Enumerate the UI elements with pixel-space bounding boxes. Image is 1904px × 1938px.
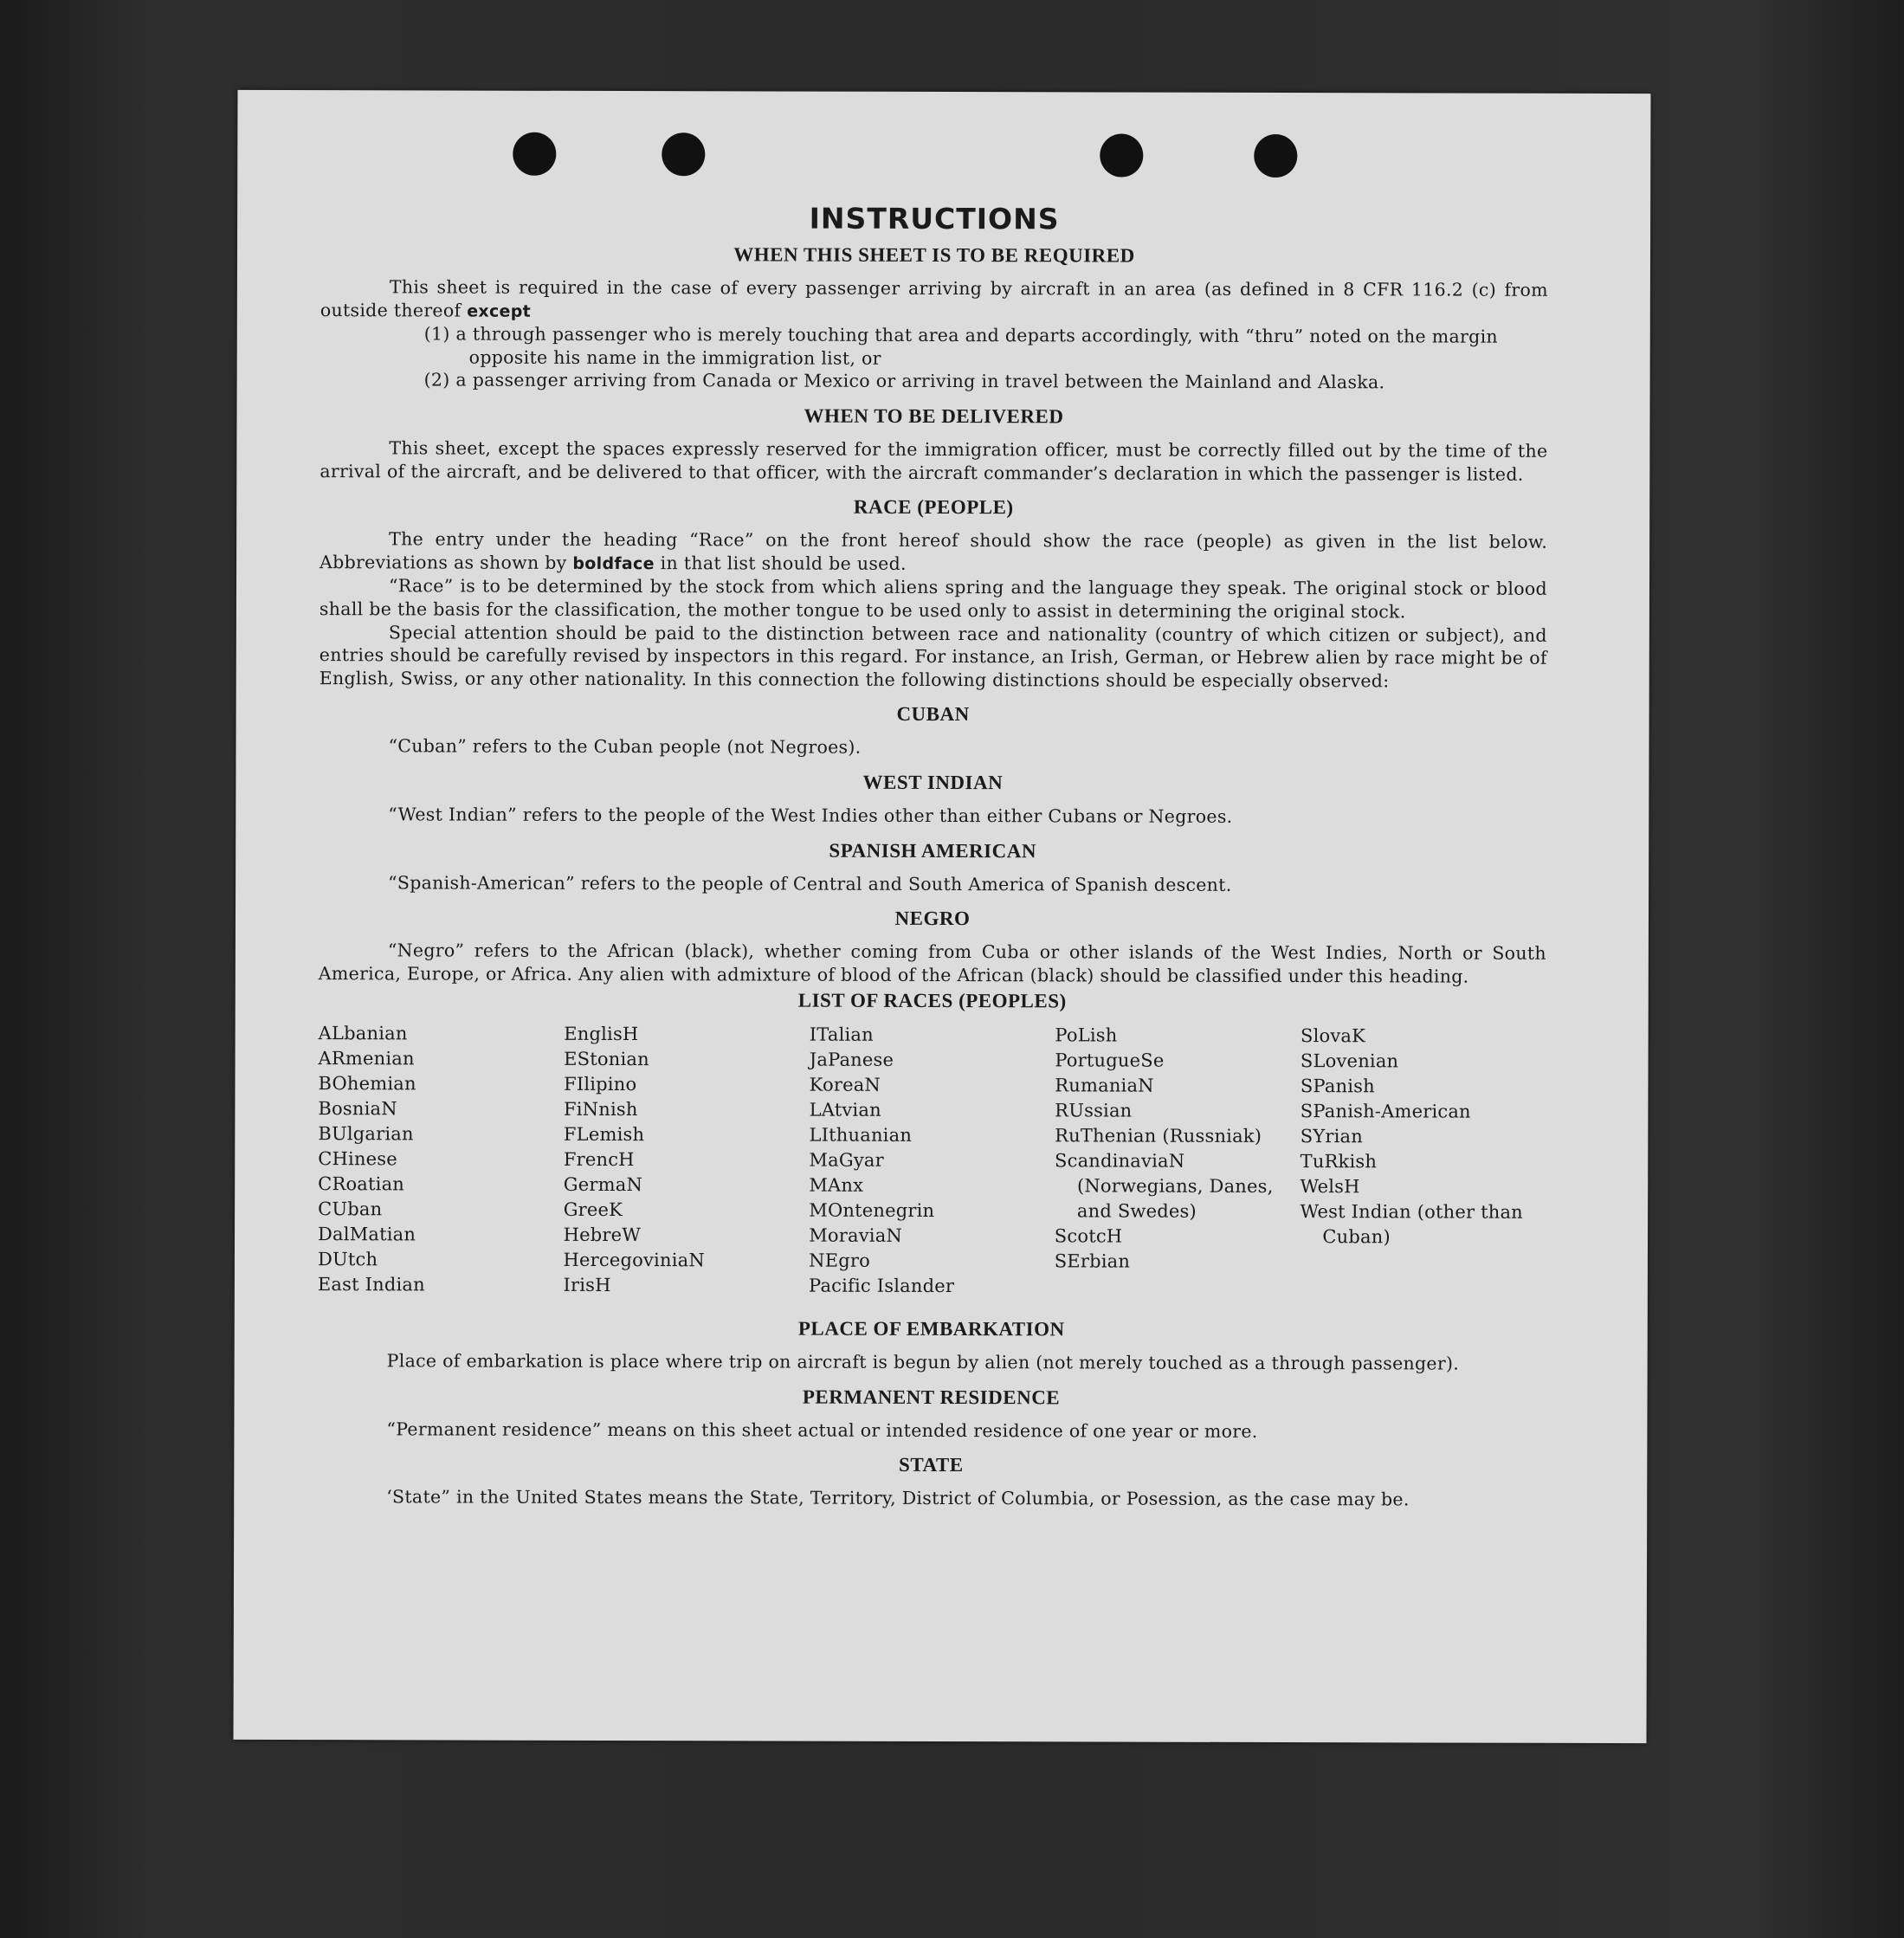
race-entry: SLovenian [1300, 1050, 1399, 1072]
race-entry: BOhemian [318, 1073, 416, 1095]
section-heading: CUBAN [896, 703, 970, 726]
paragraph: “Negro” refers to the African (black), whether coming from Cuba or other islands of the West Indies, North or South America, Europe, or Africa. Any alien with admixture of blood of the African (black) should be classified under this heading. [318, 940, 1546, 987]
race-entry: EnglisH [564, 1024, 639, 1045]
paragraph: This sheet, except the spaces expressly reserved for the immigration officer, must be correctly filled out by the time of the arrival of the aircraft, and be delivered to that officer, with the aircraft commander’s declaration in which the passenger is listed. [319, 437, 1548, 485]
race-column [1300, 1024, 1546, 1301]
race-entry: DalMatian [318, 1224, 416, 1245]
race-entry: ALbanian [318, 1023, 408, 1044]
race-entry: BUlgarian [318, 1123, 414, 1145]
race-entry: LIthuanian [809, 1124, 913, 1147]
race-entry: WelsH [1300, 1176, 1360, 1198]
section-heading: WHEN TO BE DELIVERED [804, 404, 1064, 428]
sheet-content [317, 201, 1548, 1512]
race-entry: SYrian [1300, 1126, 1363, 1147]
section-heading: PLACE OF EMBARKATION [797, 1317, 1065, 1340]
race-entry: MoraviaN [809, 1224, 903, 1247]
race-entry: IrisH [563, 1275, 611, 1296]
punch-hole [662, 132, 705, 176]
race-entry: RUssian [1055, 1100, 1133, 1121]
race-entry: SPanish [1300, 1076, 1375, 1097]
race-entry: ScotcH [1054, 1225, 1123, 1247]
race-entry: ScandinaviaN (Norwegians, Danes, and Swedes) [1055, 1150, 1274, 1223]
race-column [318, 1021, 564, 1298]
race-entry: EStonian [564, 1049, 649, 1070]
race-column [1055, 1024, 1301, 1301]
race-entry: SlovaK [1300, 1025, 1366, 1047]
section-heading: LIST OF RACES (PEOPLES) [797, 989, 1067, 1012]
race-entry: NEgro [809, 1250, 871, 1272]
race-entry: JaPanese [809, 1049, 894, 1071]
instruction-sheet [234, 90, 1651, 1743]
section-heading: SPANISH AMERICAN [829, 839, 1036, 862]
paragraph: The entry under the heading “Race” on the front hereof should show the race (people) as given in the list below. Abbreviations as shown by boldface in that list should be used. [319, 528, 1548, 574]
race-entry: MOntenegrin [809, 1199, 935, 1222]
punch-hole [1100, 133, 1143, 177]
list-item: (1) a through passenger who is merely touching that area and departs accordingly, with “thru” noted on the margin opposite his name in the immigration list, or [423, 323, 1498, 369]
race-entry: PoLish [1055, 1024, 1118, 1046]
race-entry: CHinese [318, 1148, 397, 1170]
race-entry: CUban [318, 1198, 383, 1220]
section-heading: STATE [899, 1454, 964, 1476]
paragraph: “Permanent residence” means on this sheet actual or intended residence of one year or more. [386, 1418, 1258, 1442]
paragraph: “West Indian” refers to the people of the West Indies other than either Cubans or Negroes. [388, 804, 1233, 827]
race-column [809, 1023, 1055, 1300]
race-entry: PortugueSe [1055, 1050, 1165, 1071]
race-entry: SErbian [1054, 1250, 1131, 1272]
race-entry: ITalian [809, 1024, 874, 1046]
race-entry: SPanish-American [1300, 1101, 1471, 1122]
race-entry: RuThenian (Russniak) [1055, 1125, 1262, 1147]
punch-hole [513, 132, 556, 176]
race-entry: TuRkish [1300, 1151, 1378, 1172]
race-column [563, 1022, 809, 1299]
race-entry: BosniaN [318, 1098, 397, 1120]
race-entry: FrencH [563, 1149, 635, 1171]
paragraph: “Race” is to be determined by the stock from which aliens spring and the language they speak. The original stock or blood shall be the basis for the classification, the mother tongue to be used only to assist in determining the original stock. [319, 575, 1548, 623]
paragraph: Special attention should be paid to the distinction between race and nationality (country of which citizen or subject), and entries should be carefully revised by inspectors in this regard. For instance, an Irish, German, or Hebrew alien by race might be of English, Swiss, or any other nationality. In this connection the following distinctions should be especially observed: [319, 621, 1547, 692]
section-heading: RACE (PEOPLE) [853, 495, 1014, 519]
race-entry: East Indian [317, 1274, 425, 1295]
race-entry: MaGyar [809, 1149, 884, 1172]
page-title: INSTRUCTIONS [809, 201, 1060, 236]
race-entry: GermaN [563, 1174, 643, 1196]
race-entry: FIlipino [564, 1074, 637, 1095]
paragraph: “Spanish-American” refers to the people of Central and South America of Spanish descent. [388, 871, 1232, 895]
paragraph: ‘State” in the United States means the State, Territory, District of Columbia, or Posession, as the case may be. [386, 1486, 1410, 1510]
paragraph: Place of embarkation is place where trip on aircraft is begun by alien (not merely touched as a through passenger). [386, 1350, 1460, 1374]
race-entry: KoreaN [809, 1074, 881, 1096]
paragraph: “Cuban” refers to the Cuban people (not Negroes). [388, 735, 862, 759]
race-entry: Pacific Islander [809, 1275, 955, 1297]
section-heading: WHEN THIS SHEET IS TO BE REQUIRED [733, 243, 1135, 267]
race-entry: MAnx [809, 1174, 864, 1197]
race-list [318, 1021, 1546, 1301]
section-heading: NEGRO [894, 907, 971, 930]
race-entry: CRoatian [318, 1173, 405, 1195]
race-entry: HercegoviniaN [563, 1250, 705, 1271]
race-entry: LAtvian [809, 1099, 881, 1121]
section-heading: PERMANENT RESIDENCE [802, 1386, 1061, 1409]
race-entry: ARmenian [318, 1048, 415, 1069]
list-item: (2) a passenger arriving from Canada or Mexico or arriving in travel between the Mainland and Alaska. [423, 369, 1385, 393]
race-entry: DUtch [317, 1249, 378, 1270]
race-entry: FiNnish [563, 1099, 638, 1121]
race-entry: GreeK [563, 1199, 623, 1221]
section-heading: WEST INDIAN [862, 771, 1004, 794]
race-entry: West Indian (other than Cuban) [1300, 1201, 1523, 1248]
race-entry: FLemish [563, 1124, 645, 1146]
punch-hole [1254, 134, 1297, 178]
paragraph: This sheet is required in the case of every passenger arriving by aircraft in an area (as defined in 8 CFR 116.2 (c) from outside thereof except [319, 276, 1548, 321]
race-entry: RumaniaN [1055, 1075, 1154, 1096]
race-entry: HebreW [563, 1224, 642, 1246]
